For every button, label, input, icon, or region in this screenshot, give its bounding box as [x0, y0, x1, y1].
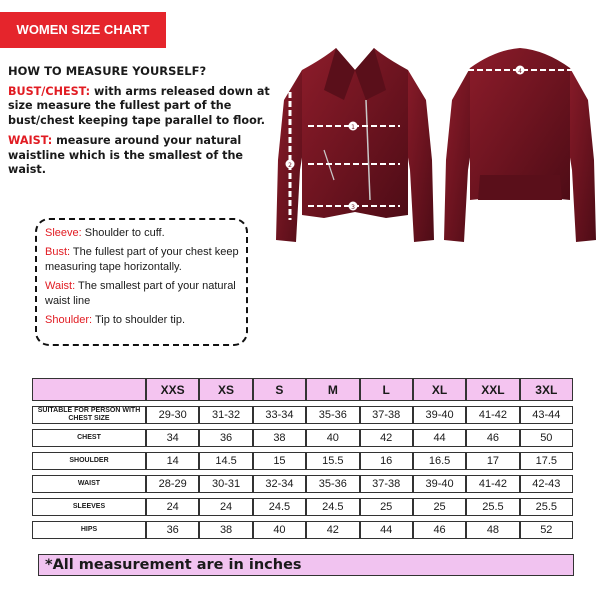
marker-2-label: 2 [288, 162, 292, 169]
row-label-hips: HIPS [32, 521, 146, 539]
table-cell: 16 [360, 452, 413, 470]
table-cell: 15.5 [306, 452, 359, 470]
size-header-m: M [306, 378, 359, 401]
table-cell: 28-29 [146, 475, 199, 493]
table-cell: 25 [413, 498, 466, 516]
table-cell: 38 [199, 521, 252, 539]
inches-note [38, 554, 574, 576]
table-cell: 17.5 [520, 452, 573, 470]
size-chart-banner [0, 12, 166, 48]
jacket-front-image [274, 40, 436, 250]
size-header-xl: XL [413, 378, 466, 401]
how-to-heading: HOW TO MEASURE YOURSELF? [8, 64, 207, 78]
row-label-suitable-chest: SUITABLE FOR PERSON WITH CHEST SIZE [32, 406, 146, 424]
table-cell: 35-36 [306, 406, 359, 424]
table-cell: 48 [466, 521, 519, 539]
table-cell: 50 [520, 429, 573, 447]
bust-text: with arms released down at size measure the fullest part of the bust/chest keeping tape parallel to floor. [8, 84, 270, 127]
legend-waist [45, 279, 240, 310]
table-cell: 46 [466, 429, 519, 447]
legend-sleeve-term: Sleeve: [45, 227, 82, 239]
table-cell: 43-44 [520, 406, 573, 424]
inches-note-text: *All measurement are in inches [45, 557, 302, 573]
size-table [32, 373, 573, 544]
table-cell: 15 [253, 452, 306, 470]
bust-instruction [8, 85, 278, 129]
table-cell: 52 [520, 521, 573, 539]
waist-text: measure around your natural waistline which is the smallest of the waist. [8, 134, 244, 176]
how-to-measure-section [8, 64, 278, 184]
table-cell: 40 [306, 429, 359, 447]
waist-term: WAIST: [8, 134, 53, 147]
table-cell: 24.5 [306, 498, 359, 516]
table-cell: 39-40 [413, 406, 466, 424]
table-cell: 14 [146, 452, 199, 470]
table-cell: 24.5 [253, 498, 306, 516]
table-row [32, 521, 573, 539]
table-cell: 32-34 [253, 475, 306, 493]
table-cell: 42 [360, 429, 413, 447]
table-cell: 36 [146, 521, 199, 539]
table-cell: 44 [413, 429, 466, 447]
size-header-xxl: XXL [466, 378, 519, 401]
row-label-waist: WAIST [32, 475, 146, 493]
waist-instruction [8, 134, 278, 178]
table-cell: 25.5 [520, 498, 573, 516]
size-header-l: L [360, 378, 413, 401]
legend-sleeve-text: Shoulder to cuff. [81, 227, 165, 239]
legend-bust-text: The fullest part of your chest keep measuring tape horizontally. [45, 245, 239, 273]
legend-sleeve [45, 226, 240, 242]
bust-term: BUST/CHEST: [8, 84, 91, 98]
table-cell: 16.5 [413, 452, 466, 470]
table-cell: 14.5 [199, 452, 252, 470]
legend-bust-term: Bust: [45, 245, 71, 258]
size-header-3xl: 3XL [520, 378, 573, 401]
table-cell: 36 [199, 429, 252, 447]
table-cell: 24 [146, 498, 199, 516]
size-header-corner [32, 378, 146, 401]
size-header-xs: XS [199, 378, 252, 401]
table-cell: 33-34 [253, 406, 306, 424]
row-label-sleeves: SLEEVES [32, 498, 146, 516]
legend-shoulder-term: Shoulder: [45, 313, 93, 326]
banner-title: WOMEN SIZE CHART [16, 22, 150, 37]
legend-shoulder [45, 313, 240, 329]
table-row [32, 429, 573, 447]
table-cell: 34 [146, 429, 199, 447]
table-cell: 37-38 [360, 475, 413, 493]
marker-3-label: 3 [351, 204, 355, 211]
measurement-legend-box [35, 218, 248, 346]
table-cell: 42 [306, 521, 359, 539]
legend-bust [45, 245, 240, 276]
legend-waist-term: Waist: [45, 279, 76, 292]
jacket-back-image [440, 40, 600, 250]
table-cell: 25.5 [466, 498, 519, 516]
table-cell: 40 [253, 521, 306, 539]
row-label-chest: CHEST [32, 429, 146, 447]
table-cell: 44 [360, 521, 413, 539]
table-cell: 41-42 [466, 406, 519, 424]
marker-1-label: 1 [351, 124, 355, 131]
table-cell: 31-32 [199, 406, 252, 424]
table-cell: 41-42 [466, 475, 519, 493]
table-cell: 24 [199, 498, 252, 516]
table-row [32, 498, 573, 516]
table-cell: 17 [466, 452, 519, 470]
size-header-xxs: XXS [146, 378, 199, 401]
legend-waist-text: The smallest part of your natural waist line [45, 279, 236, 307]
table-cell: 25 [360, 498, 413, 516]
table-row [32, 452, 573, 470]
table-cell: 30-31 [199, 475, 252, 493]
marker-4-label: 4 [518, 68, 522, 75]
row-label-shoulder: SHOULDER [32, 452, 146, 470]
table-cell: 37-38 [360, 406, 413, 424]
table-row [32, 475, 573, 493]
table-cell: 46 [413, 521, 466, 539]
table-row [32, 406, 573, 424]
table-cell: 35-36 [306, 475, 359, 493]
table-cell: 38 [253, 429, 306, 447]
size-header-row [32, 378, 573, 401]
size-header-s: S [253, 378, 306, 401]
table-cell: 39-40 [413, 475, 466, 493]
legend-shoulder-text: Tip to shoulder tip. [92, 313, 186, 326]
table-cell: 29-30 [146, 406, 199, 424]
table-cell: 42-43 [520, 475, 573, 493]
